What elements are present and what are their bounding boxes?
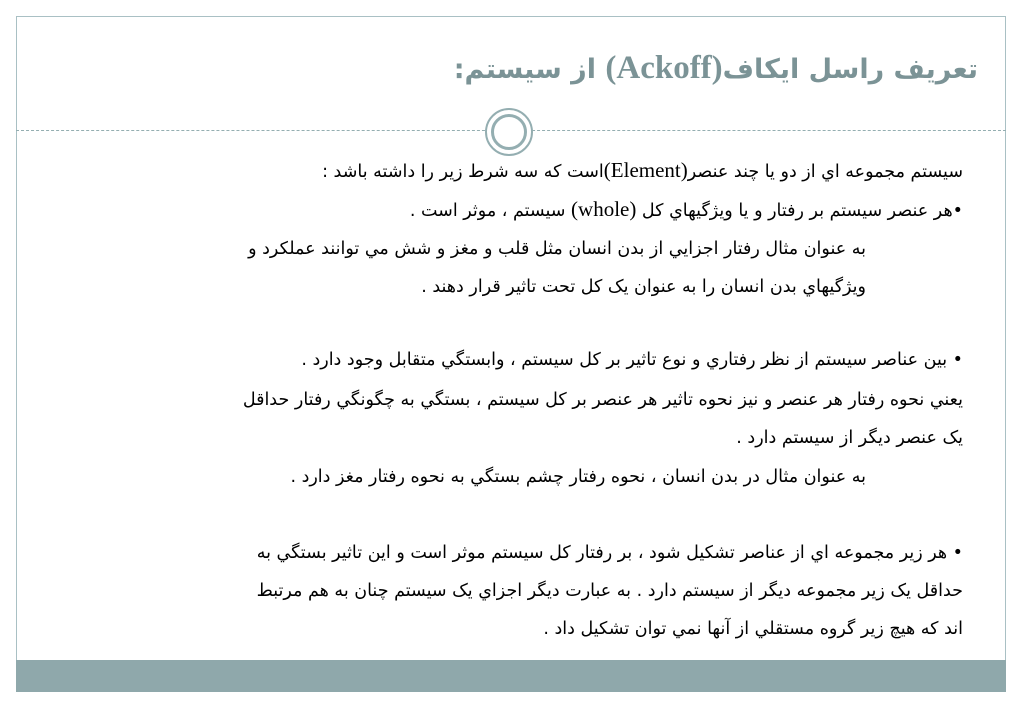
body-line-1-latin: (Element) [603,158,688,182]
body-line-2-latin: (whole) [571,197,637,221]
footer-bar [16,660,1006,692]
body-line-7: يک عنصر ديگر از سيستم دارد . [736,428,963,448]
body-line-10: حداقل يک زير مجموعه ديگر از سيستم دارد . به عبارت ديگر اجزاي يک سيستم چنان به هم مرتبط [256,581,963,601]
title-latin: (Ackoff) [605,50,723,86]
body-line-6: يعني نحوه رفتار هر عنصر و نيز نحوه تاثير هر عنصر بر كل سيستم ، بستگي به چگونگي رفتار حداقل [242,390,963,410]
body-line-2-b: سيستم ، موثر است . [409,201,572,221]
body-line-5: • بين عناصر سيستم از نظر رفتاري و نوع تاثير بر كل سيستم ، وابستگي متقابل وجود دارد . [301,350,963,370]
body-line-1-a: سيستم مجموعه اي از دو يا چند عنصر [687,162,963,182]
circle-ornament-icon [485,108,533,156]
body-line-2-a: •هر عنصر سيستم بر رفتار و يا ويژگيهاي كل [636,201,963,221]
body-line-8: به عنوان مثال در بدن انسان ، نحوه رفتار چشم بستگي به نحوه رفتار مغز دارد . [290,467,866,487]
body-line-1 [322,152,963,190]
body-line-9: • هر زير مجموعه اي از عناصر تشكيل شود ، بر رفتار كل سيستم موثر است و اين تاثير بستگي به [256,543,963,563]
body-line-4: ويژگيهاي بدن انسان را به عنوان يک كل تحت تاثير قرار دهند . [421,277,866,297]
body-line-2 [410,191,963,229]
slide-title [278,48,978,90]
title-part2: از سيستم: [453,54,606,85]
title-part1: تعريف راسل ايكاف [722,54,978,85]
body-line-1-b: است كه سه شرط زير را داشته باشد : [322,162,604,182]
body-line-3: به عنوان مثال رفتار اجزايي از بدن انسان مثل قلب و مغز و شش مي توانند عملكرد و [248,239,866,259]
body-line-11: اند كه هيچ زير گروه مستقلي از آنها نمي توان تشكيل داد . [543,619,963,639]
